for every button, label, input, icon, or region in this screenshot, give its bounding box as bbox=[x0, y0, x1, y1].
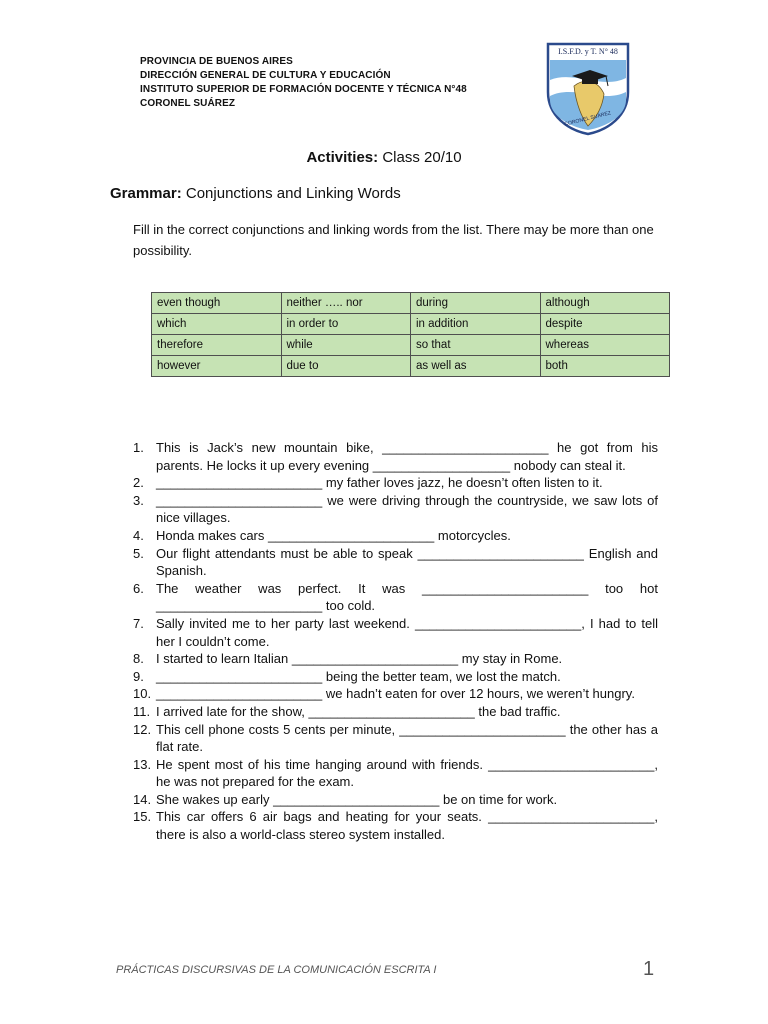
word-bank-cell: which bbox=[152, 314, 282, 335]
exercise-text: He spent most of his time hanging around with friends. _______________________, he was not prepared for the exam. bbox=[156, 756, 658, 790]
grammar-label: Grammar: bbox=[110, 185, 182, 202]
exercise-text: Sally invited me to her party last weekend. _______________________, I had to tell her I couldn’t come. bbox=[156, 615, 658, 649]
exercise-text: _______________________ being the better team, we lost the match. bbox=[156, 668, 561, 684]
header-line-province: PROVINCIA DE BUENOS AIRES bbox=[140, 56, 293, 67]
exercise-item bbox=[133, 685, 658, 703]
word-bank-cell: so that bbox=[411, 335, 541, 356]
header-line-institute: INSTITUTO SUPERIOR DE FORMACIÓN DOCENTE Y TÉCNICA N°48 bbox=[140, 84, 467, 95]
exercise-item bbox=[133, 545, 658, 580]
exercise-number: 15. bbox=[133, 809, 152, 825]
exercise-item bbox=[133, 580, 658, 615]
instructions: Fill in the correct conjunctions and linking words from the list. There may be more than one possibility. bbox=[133, 222, 654, 258]
word-bank-cell: neither ….. nor bbox=[281, 293, 411, 314]
exercise-item bbox=[133, 650, 658, 668]
exercise-item bbox=[133, 668, 658, 686]
exercise-item bbox=[133, 474, 658, 492]
institution-header bbox=[140, 55, 467, 111]
word-bank-cell: while bbox=[281, 335, 411, 356]
word-bank-cell: both bbox=[540, 356, 670, 377]
exercise-number: 1. bbox=[133, 440, 144, 455]
word-bank-cell: although bbox=[540, 293, 670, 314]
exercise-number: 7. bbox=[133, 615, 144, 631]
word-bank-cell: despite bbox=[540, 314, 670, 335]
footer-course-title: PRÁCTICAS DISCURSIVAS DE LA COMUNICACIÓN ESCRITA I bbox=[116, 964, 437, 976]
exercise-number: 12. bbox=[133, 721, 152, 737]
exercise-number: 3. bbox=[133, 492, 144, 508]
exercise-text: This car offers 6 air bags and heating for your seats. _______________________, there is also a world-class stereo system installed. bbox=[156, 809, 658, 843]
exercise-item bbox=[133, 527, 658, 545]
exercise-text: The weather was perfect. It was _______________________ too hot _______________________ too cold. bbox=[156, 580, 658, 614]
header-line-city: CORONEL SUÁREZ bbox=[140, 98, 236, 109]
activities-label: Activities: bbox=[306, 149, 379, 166]
word-bank-cell: even though bbox=[152, 293, 282, 314]
exercise-text: _______________________ my father loves jazz, he doesn’t often listen to it. bbox=[156, 475, 603, 491]
exercise-number: 13. bbox=[133, 756, 152, 772]
exercise-text: Our flight attendants must be able to speak _______________________ English and Spanish. bbox=[156, 545, 658, 579]
exercise-item bbox=[133, 808, 658, 843]
school-crest-icon bbox=[544, 40, 632, 136]
exercise-text: _______________________ we were driving through the countryside, we saw lots of nice villages. bbox=[156, 492, 658, 526]
exercise-number: 6. bbox=[133, 580, 144, 596]
grammar-value: Conjunctions and Linking Words bbox=[185, 185, 401, 202]
grammar-title bbox=[110, 185, 401, 202]
exercise-text: I started to learn Italian _______________________ my stay in Rome. bbox=[156, 651, 563, 667]
exercise-item bbox=[133, 492, 658, 527]
page-number: 1 bbox=[643, 958, 655, 980]
word-bank-row bbox=[152, 335, 670, 356]
word-bank-cell: in order to bbox=[281, 314, 411, 335]
exercise-number: 2. bbox=[133, 475, 144, 491]
word-bank-table bbox=[151, 292, 670, 377]
exercise-text: Honda makes cars _______________________ motorcycles. bbox=[156, 527, 511, 543]
exercise-text: _______________________ we hadn’t eaten for over 12 hours, we weren’t hungry. bbox=[156, 686, 635, 702]
exercise-number: 4. bbox=[133, 527, 144, 543]
exercise-item bbox=[133, 615, 658, 650]
activities-value: Class 20/10 bbox=[382, 149, 462, 166]
word-bank-row bbox=[152, 356, 670, 377]
exercise-item bbox=[133, 703, 658, 721]
activities-title bbox=[0, 149, 768, 166]
word-bank-cell: due to bbox=[281, 356, 411, 377]
logo-bottom-text: CORONEL SUAREZ bbox=[563, 110, 612, 128]
exercise-item bbox=[133, 756, 658, 791]
exercise-number: 5. bbox=[133, 545, 144, 561]
exercise-text: I arrived late for the show, _______________________ the bad traffic. bbox=[156, 703, 561, 719]
exercise-text: This is Jack’s new mountain bike, _______________________ he got from his parents. He locks it up every evening ___________________ nobody can steal it. bbox=[156, 440, 658, 473]
exercise-number: 10. bbox=[133, 686, 152, 702]
exercise-item bbox=[133, 791, 658, 809]
word-bank-cell: however bbox=[152, 356, 282, 377]
exercise-item bbox=[133, 721, 658, 756]
exercise-number: 14. bbox=[133, 791, 152, 807]
word-bank-cell: as well as bbox=[411, 356, 541, 377]
word-bank-row bbox=[152, 314, 670, 335]
logo-top-text: I.S.F.D. y T. N° 48 bbox=[558, 47, 618, 56]
exercise-number: 8. bbox=[133, 651, 144, 667]
exercise-number: 11. bbox=[133, 703, 151, 719]
word-bank-row bbox=[152, 293, 670, 314]
exercise-number: 9. bbox=[133, 668, 144, 684]
exercise-item bbox=[133, 439, 658, 474]
header-line-direction: DIRECCIÓN GENERAL DE CULTURA Y EDUCACIÓN bbox=[140, 70, 391, 81]
exercise-text: This cell phone costs 5 cents per minute, _______________________ the other has a flat rate. bbox=[156, 721, 658, 755]
exercise-list bbox=[133, 439, 658, 844]
exercise-text: She wakes up early _______________________ be on time for work. bbox=[156, 791, 558, 807]
word-bank-cell: during bbox=[411, 293, 541, 314]
word-bank-cell: therefore bbox=[152, 335, 282, 356]
word-bank-cell: in addition bbox=[411, 314, 541, 335]
word-bank-cell: whereas bbox=[540, 335, 670, 356]
